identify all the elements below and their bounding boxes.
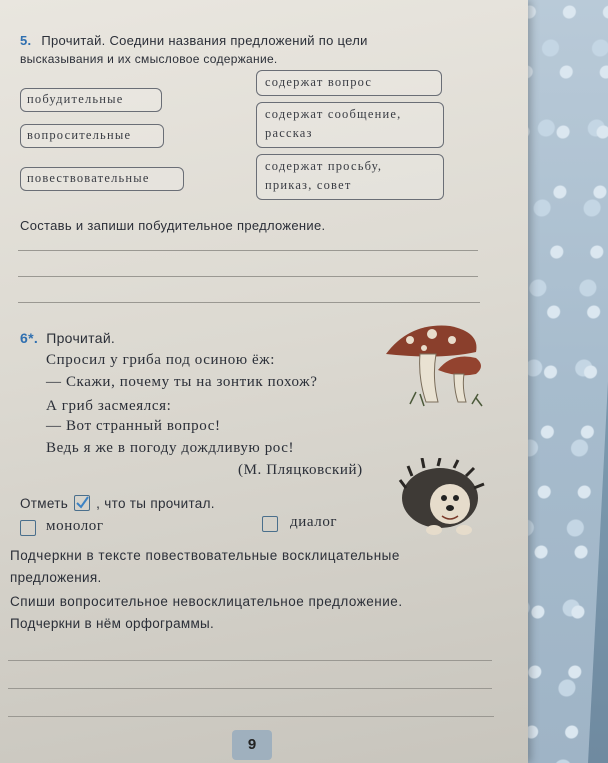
box-request-line2: приказ, совет — [265, 178, 352, 192]
dialog-label: диалог — [290, 514, 338, 530]
box-message-line1: содержат сообщение, — [265, 107, 402, 121]
writing-line[interactable] — [8, 660, 492, 661]
task6-read-label: Прочитай. — [46, 330, 116, 346]
box-contains-request[interactable] — [256, 154, 444, 200]
box-message-line2: рассказ — [265, 126, 313, 140]
copy-instruction-2: Подчеркни в нём орфограммы. — [10, 616, 215, 631]
poem-line: Ведь я же в погоду дождливую рос! — [46, 440, 295, 456]
task5-compose-instruction: Составь и запиши побудительное предложение. — [20, 218, 326, 233]
poem-line: Спросил у гриба под осиною ёж: — [46, 352, 276, 368]
poem-line: А гриб засмеялся: — [46, 398, 172, 414]
box-request-line1: содержат просьбу, — [265, 159, 383, 173]
box-imperative-label: побудительные — [27, 92, 124, 106]
task6-header — [20, 330, 115, 346]
poem-line: — Вот странный вопрос! — [46, 418, 221, 434]
mark-instruction — [20, 496, 215, 512]
mark-after: , что ты прочитал. — [96, 496, 215, 511]
copy-instruction-1: Спиши вопросительное невосклицательное предложение. — [10, 594, 403, 609]
box-declarative[interactable] — [20, 167, 184, 191]
task5-instruction-2: высказывания и их смысловое содержание. — [20, 52, 278, 66]
box-question-line1: содержат вопрос — [265, 75, 373, 89]
writing-line[interactable] — [18, 276, 478, 277]
box-contains-question[interactable] — [256, 70, 442, 96]
hedgehog-illustration — [398, 458, 488, 538]
monolog-checkbox[interactable] — [20, 520, 36, 536]
mark-before: Отметь — [20, 496, 69, 511]
box-interrogative[interactable] — [20, 124, 164, 148]
poem-author: (М. Пляцковский) — [238, 462, 363, 478]
box-imperative[interactable] — [20, 88, 162, 112]
task5-number: 5. — [20, 33, 32, 48]
page-number: 9 — [232, 730, 272, 760]
writing-line[interactable] — [18, 250, 478, 251]
check-icon — [75, 496, 89, 510]
dialog-checkbox[interactable] — [262, 516, 278, 532]
sample-checkbox — [74, 495, 90, 511]
box-declarative-label: повествовательные — [27, 171, 150, 185]
task6-number: 6*. — [20, 330, 39, 346]
writing-line[interactable] — [8, 688, 492, 689]
monolog-label: монолог — [46, 518, 104, 534]
mushroom-illustration — [380, 318, 492, 410]
box-interrogative-label: вопросительные — [27, 128, 132, 142]
writing-line[interactable] — [8, 716, 494, 717]
box-contains-message[interactable] — [256, 102, 444, 148]
underline-instruction-2: предложения. — [10, 570, 102, 585]
poem-line: — Скажи, почему ты на зонтик похож? — [46, 374, 318, 390]
task5-instruction-1: Прочитай. Соедини названия предложений по цели — [41, 33, 368, 48]
writing-line[interactable] — [18, 302, 480, 303]
underline-instruction-1: Подчеркни в тексте повествовательные восклицательные — [10, 548, 400, 563]
task5-header — [20, 33, 368, 48]
